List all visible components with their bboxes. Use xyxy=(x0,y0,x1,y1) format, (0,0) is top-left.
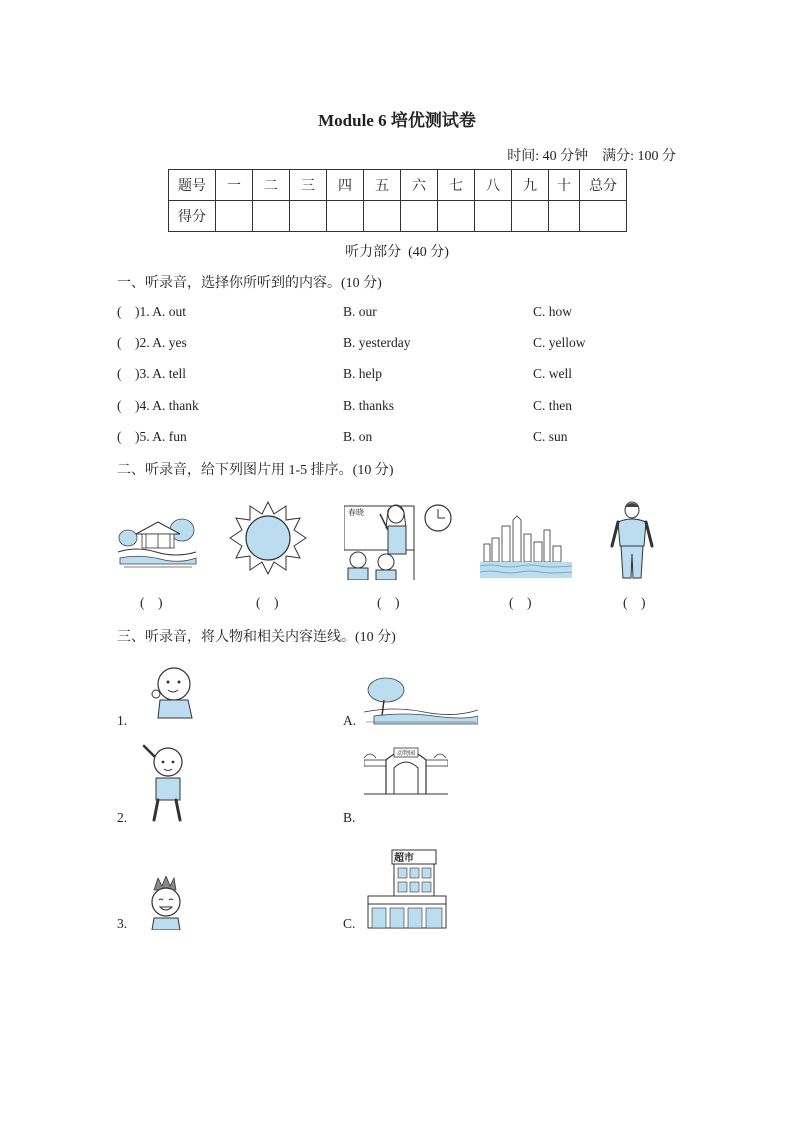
supermarket-picture[interactable] xyxy=(366,846,448,930)
part1-heading: 一、听录音，选择你所听到的内容。(10 分) xyxy=(117,276,382,291)
score-col-total: 总分 xyxy=(580,170,627,201)
answer-blank-1[interactable]: ( ) xyxy=(140,595,163,610)
score-table-header-row xyxy=(169,170,627,201)
score-table xyxy=(168,169,627,232)
q5-option-b[interactable]: B. on xyxy=(343,429,373,444)
q5-option-a[interactable]: ( )5. A. fun xyxy=(117,429,187,444)
score-cell[interactable] xyxy=(364,201,401,232)
page-title: Module 6 培优测试卷 xyxy=(318,111,476,130)
score-cell[interactable] xyxy=(438,201,475,232)
part2-heading: 二、听录音，给下列图片用 1-5 排序。(10 分) xyxy=(117,463,394,478)
place-label-b: B. xyxy=(343,810,356,825)
q5-option-c[interactable]: C. sun xyxy=(533,429,568,444)
score-cell[interactable] xyxy=(327,201,364,232)
score-col: 六 xyxy=(401,170,438,201)
pavilion-landscape-picture xyxy=(116,512,198,570)
score-cell[interactable] xyxy=(290,201,327,232)
sun-picture xyxy=(228,500,308,576)
q3-option-a[interactable]: ( )3. A. tell xyxy=(117,366,186,381)
score-col: 一 xyxy=(216,170,253,201)
score-col: 三 xyxy=(290,170,327,201)
score-cell[interactable] xyxy=(401,201,438,232)
park-lake-picture[interactable] xyxy=(364,676,478,726)
answer-blank-2[interactable]: ( ) xyxy=(256,595,279,610)
baby-boy-picture[interactable] xyxy=(148,664,200,720)
q3-option-c[interactable]: C. well xyxy=(533,366,572,381)
place-label-a: A. xyxy=(343,713,357,728)
spiky-hair-boy-picture[interactable] xyxy=(146,876,186,930)
score-cell[interactable] xyxy=(475,201,512,232)
q4-option-a[interactable]: ( )4. A. thank xyxy=(117,398,199,413)
q1-option-c[interactable]: C. how xyxy=(533,304,573,319)
q2-option-b[interactable]: B. yesterday xyxy=(343,335,411,350)
score-col: 五 xyxy=(364,170,401,201)
person-label-3: 3. xyxy=(117,916,128,931)
listening-section-title: 听力部分 (40 分) xyxy=(345,245,449,260)
answer-blank-3[interactable]: ( ) xyxy=(377,595,400,610)
score-cell[interactable] xyxy=(253,201,290,232)
q1-option-b[interactable]: B. our xyxy=(343,304,377,319)
classroom-picture xyxy=(344,500,456,580)
score-col: 八 xyxy=(475,170,512,201)
q3-option-b[interactable]: B. help xyxy=(343,366,382,381)
q4-option-c[interactable]: C. then xyxy=(533,398,572,413)
answer-blank-5[interactable]: ( ) xyxy=(623,595,646,610)
score-table-score-row xyxy=(169,201,627,232)
market-sign-text: 超市 xyxy=(394,853,414,864)
score-cell[interactable] xyxy=(216,201,253,232)
score-row-label: 得分 xyxy=(169,201,216,232)
q2-option-a[interactable]: ( )2. A. yes xyxy=(117,335,187,350)
answer-blank-4[interactable]: ( ) xyxy=(509,595,532,610)
part3-heading: 三、听录音，将人物和相关内容连线。(10 分) xyxy=(117,630,396,645)
place-label-c: C. xyxy=(343,916,356,931)
man-picture xyxy=(608,500,656,580)
score-col: 四 xyxy=(327,170,364,201)
zoo-gate-picture[interactable] xyxy=(364,744,448,796)
time-info: 时间: 40 分钟 满分: 100 分 xyxy=(507,149,676,164)
zoo-sign-text: 动物园 xyxy=(396,750,416,757)
waving-boy-picture[interactable] xyxy=(140,744,190,824)
person-label-1: 1. xyxy=(117,713,128,728)
score-cell[interactable] xyxy=(580,201,627,232)
q2-option-c[interactable]: C. yellow xyxy=(533,335,586,350)
person-label-2: 2. xyxy=(117,810,128,825)
board-text: 春晓 xyxy=(348,508,364,517)
score-col: 九 xyxy=(512,170,549,201)
city-skyline-picture xyxy=(480,514,572,580)
score-col: 二 xyxy=(253,170,290,201)
score-cell[interactable] xyxy=(512,201,549,232)
score-col: 七 xyxy=(438,170,475,201)
score-header-label: 题号 xyxy=(169,170,216,201)
score-col: 十 xyxy=(549,170,580,201)
q1-option-a[interactable]: ( )1. A. out xyxy=(117,304,186,319)
q4-option-b[interactable]: B. thanks xyxy=(343,398,395,413)
score-cell[interactable] xyxy=(549,201,580,232)
